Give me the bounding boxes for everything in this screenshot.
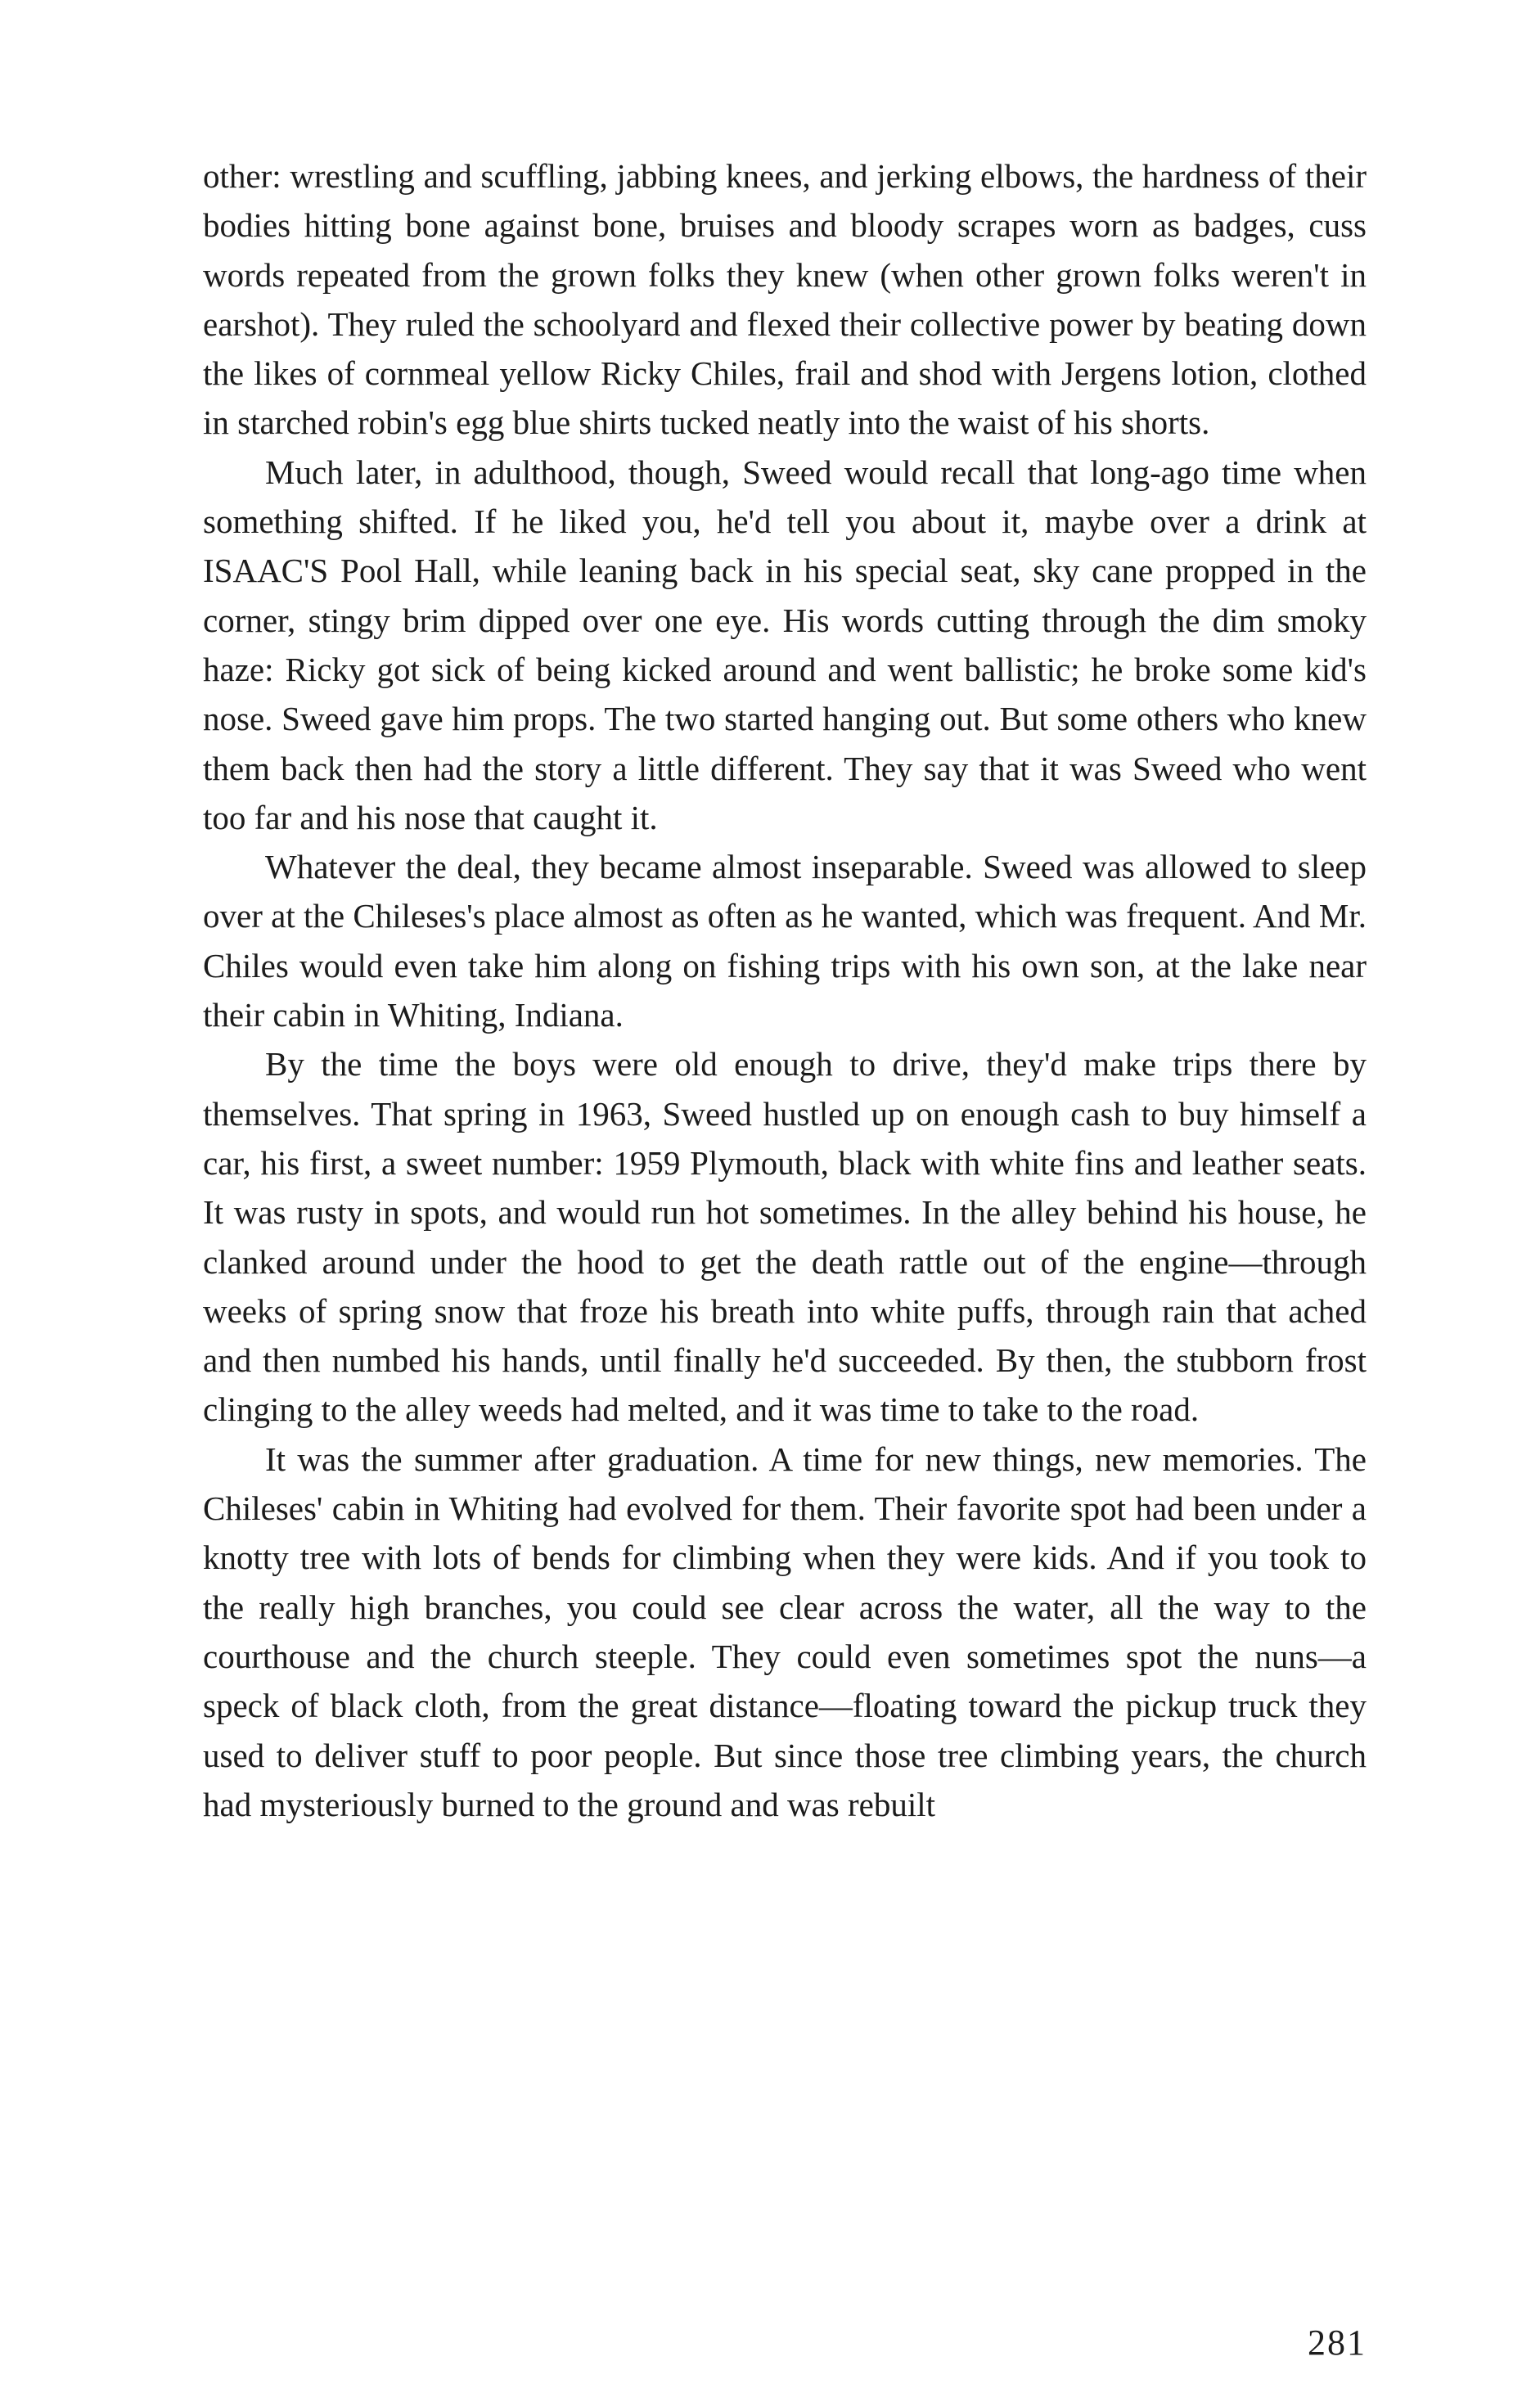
paragraph-5: It was the summer after graduation. A time for new things, new memories. The Chileses' cabin in Whiting had evolved for them. Their favorite spot had been under a knotty tree with lots of bends for climbing when they were kids. And if you took to the really high branches, you could see clear across the water, all the way to the courthouse and the church steeple. They could even sometimes spot the nuns—a speck of black cloth, from the great distance—floating toward the pickup truck they used to deliver stuff to poor people. But since those tree climbing years, the church had mysteriously burned to the ground and was rebuilt: [203, 1440, 1367, 1823]
body-text: [203, 151, 1367, 1829]
paragraph-1: other: wrestling and scuffling, jabbing knees, and jerking elbows, the hardness of their bodies hitting bone against bone, bruises and bloody scrapes worn as badges, cuss words repeated from the grown folks they knew (when other grown folks weren't in earshot). They ruled the schoolyard and flexed their collective power by beating down the likes of cornmeal yellow Ricky Chiles, frail and shod with Jergens lotion, clothed in starched robin's egg blue shirts tucked neatly into the waist of his shorts.: [203, 157, 1367, 442]
paragraph-3: Whatever the deal, they became almost inseparable. Sweed was allowed to sleep over at the Chileses's place almost as often as he wanted, which was frequent. And Mr. Chiles would even take him along on fishing trips with his own son, at the lake near their cabin in Whiting, Indiana.: [203, 848, 1367, 1034]
page-number: 281: [1308, 2323, 1367, 2363]
paragraph-2: Much later, in adulthood, though, Sweed would recall that long-ago time when something shifted. If he liked you, he'd tell you about it, maybe over a drink at ISAAC'S Pool Hall, while leaning back in his special seat, sky cane propped in the corner, stingy brim dipped over one eye. His words cutting through the dim smoky haze: Ricky got sick of being kicked around and went ballistic; he broke some kid's nose. Sweed gave him props. The two started hanging out. But some others who knew them back then had the story a little different. They say that it was Sweed who went too far and his nose that caught it.: [203, 453, 1367, 836]
paragraph-4: By the time the boys were old enough to drive, they'd make trips there by themselves. That spring in 1963, Sweed hustled up on enough cash to buy himself a car, his first, a sweet number: 1959 Plymouth, black with white fins and leather seats. It was rusty in spots, and would run hot sometimes. In the alley behind his house, he clanked around under the hood to get the death rattle out of the engine—through weeks of spring snow that froze his breath into white puffs, through rain that ached and then numbed his hands, until finally he'd succeeded. By then, the stubborn frost clinging to the alley weeds had melted, and it was time to take to the road.: [203, 1045, 1367, 1429]
